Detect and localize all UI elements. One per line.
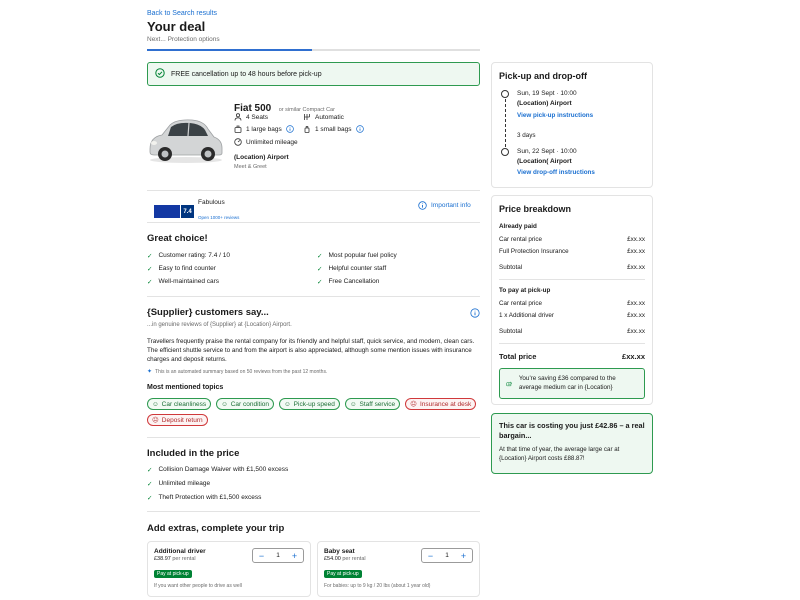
info-icon[interactable] [356, 125, 364, 133]
price-breakdown-card [491, 195, 653, 405]
page-title: Your deal [147, 19, 206, 34]
great-choice-title: Great choice! [147, 233, 208, 244]
price-row: Car rental price £xx.xx [499, 300, 645, 307]
great-choice-item: ✓ Free Cancellation [317, 278, 380, 286]
topic-chip[interactable]: ☺ Staff service [345, 398, 400, 410]
quantity-value: 1 [276, 552, 280, 559]
frown-icon: ☹ [410, 401, 417, 408]
extra-name: Additional driver [154, 548, 206, 555]
gearshift-icon [303, 113, 311, 121]
extra-name: Baby seat [324, 548, 355, 555]
reviews-subtitle: ...in genuine reviews of {Supplier} at {Location} Airport. [147, 322, 292, 328]
bargain-card [491, 413, 653, 474]
open-reviews-link[interactable]: Open 1000+ reviews [198, 215, 240, 220]
important-info-link[interactable] [418, 201, 471, 210]
subtotal-row: Subtotal £xx.xx [499, 328, 645, 335]
check-icon: ✓ [317, 266, 323, 273]
pickup-location: (Location) Airport [517, 100, 572, 107]
check-icon: ✓ [147, 495, 153, 502]
check-icon: ✓ [317, 253, 323, 260]
sparkle-icon: ✦ [147, 369, 153, 375]
ai-note: ✦ This is an automated summary based on 50 reviews from the past 12 months. [147, 368, 328, 375]
feature-label: Unlimited mileage [246, 138, 298, 146]
smile-icon: ☺ [152, 400, 159, 408]
to-pay-label: To pay at pick-up [499, 287, 551, 294]
feature-large-bags [234, 125, 294, 133]
saving-banner [499, 368, 645, 399]
rating-score-badge: 7.4 [181, 205, 194, 218]
subtotal-row: Subtotal £xx.xx [499, 264, 645, 271]
supplier-logo [154, 205, 180, 218]
reviews-summary: Travellers frequently praise the rental company for its friendly and helpful staff, quick service, and modern, clean cars. The efficient shuttle service to and from the airport is also appreciated, although some mention issues with insurance charges and deposit returns. [147, 338, 475, 363]
price-row: Full Protection Insurance £xx.xx [499, 248, 645, 255]
plus-button[interactable]: + [460, 550, 467, 561]
pay-at-pickup-badge: Pay at pick-up [154, 570, 192, 578]
extra-price: £38.97 [154, 556, 171, 562]
great-choice-item: ✓ Easy to find counter [147, 265, 216, 273]
great-choice-item: ✓ Customer rating: 7.4 / 10 [147, 252, 230, 260]
minus-button[interactable]: − [427, 550, 434, 561]
check-icon: ✓ [317, 279, 323, 286]
extra-card-baby-seat [317, 541, 480, 597]
frown-icon: ☹ [152, 417, 159, 424]
free-cancellation-banner [147, 62, 480, 86]
pickup-instructions-link[interactable]: View pick-up instructions [517, 112, 594, 119]
great-choice-item: ✓ Helpful counter staff [317, 265, 387, 273]
dropoff-date: Sun, 22 Sept · 10:00 [517, 148, 577, 155]
feature-label: Automatic [315, 113, 344, 121]
included-item: ✓ Theft Protection with £1,500 excess [147, 494, 262, 502]
topic-chip[interactable]: ☹ Insurance at desk [405, 398, 476, 410]
included-item: ✓ Unlimited mileage [147, 480, 211, 488]
minus-button[interactable]: − [258, 550, 265, 561]
included-list [147, 466, 288, 502]
speedometer-icon [234, 138, 242, 146]
pickup-date: Sun, 19 Sept · 10:00 [517, 90, 577, 97]
info-icon[interactable] [470, 308, 480, 318]
extra-per: per rental [342, 556, 366, 562]
topic-chip[interactable]: ☺ Car cleanliness [147, 398, 211, 410]
topics-list [147, 398, 480, 426]
quantity-value: 1 [445, 552, 449, 559]
back-link[interactable]: Back to Search results [147, 10, 218, 17]
bargain-title: This car is costing you just £42.86 – a real bargain... [499, 421, 645, 440]
topic-chip[interactable]: ☺ Pick-up speed [279, 398, 340, 410]
progress-fill [147, 49, 312, 51]
divider [499, 343, 645, 344]
dropoff-location: (Location( Airport [517, 158, 572, 165]
money-icon [506, 379, 513, 389]
important-info-label: Important info [431, 202, 471, 209]
check-icon: ✓ [147, 467, 153, 474]
feature-small-bags [303, 125, 364, 133]
already-paid-label: Already paid [499, 223, 537, 230]
duration: 3 days [517, 132, 536, 139]
check-circle-icon [155, 65, 165, 83]
price-row: Car rental price £xx.xx [499, 236, 645, 243]
extra-note: If you want other people to drive as well [154, 583, 242, 589]
rating-row [154, 199, 239, 224]
saving-text: You're saving £36 compared to the average medium car in {Location} [518, 375, 616, 391]
feature-mileage [234, 138, 298, 146]
bargain-body: At that time of year, the average large car at {Location} Airport costs £88.87! [499, 446, 620, 462]
feature-label: 4 Seats [246, 113, 269, 121]
suitcase-icon [234, 125, 242, 133]
price-row: 1 x Additional driver £xx.xx [499, 312, 645, 319]
great-choice-item: ✓ Most popular fuel policy [317, 252, 397, 260]
pay-at-pickup-badge: Pay at pick-up [324, 570, 362, 578]
smile-icon: ☺ [284, 400, 291, 408]
check-icon: ✓ [147, 266, 153, 273]
divider [147, 437, 480, 438]
rating-label: Fabulous [198, 199, 225, 206]
extra-card-additional-driver [147, 541, 311, 597]
quantity-stepper [421, 548, 473, 563]
divider [147, 296, 480, 297]
price-title: Price breakdown [499, 204, 572, 214]
total-row: Total price £xx.xx [499, 352, 645, 361]
pickup-dot [501, 90, 509, 98]
extra-note: For babies: up to 9 kg / 20 lbs (about 1 year old) [324, 583, 431, 589]
feature-seats [234, 113, 268, 121]
quantity-stepper [252, 548, 304, 563]
feature-transmission [303, 113, 344, 121]
divider [499, 279, 645, 280]
plus-button[interactable]: + [291, 550, 298, 561]
free-cancellation-text: FREE cancellation up to 48 hours before pick-up [171, 70, 322, 78]
car-name: Fiat 500 [234, 103, 272, 114]
dropoff-dot [501, 148, 509, 156]
extra-per: per rental [172, 556, 196, 562]
pickup-title: Pick-up and drop-off [499, 71, 587, 81]
next-step-label: Next... Protection options [147, 36, 220, 43]
smile-icon: ☺ [221, 400, 228, 408]
timeline-line [505, 94, 506, 152]
car-image [146, 113, 226, 165]
dropoff-instructions-link[interactable]: View drop-off instructions [517, 169, 595, 176]
smile-icon: ☺ [349, 400, 357, 408]
included-item: ✓ Collision Damage Waiver with £1,500 excess [147, 466, 289, 474]
feature-label: 1 small bags [315, 125, 352, 133]
great-choice-item: ✓ Well-maintained cars [147, 278, 220, 286]
bag-icon [303, 125, 311, 133]
divider [147, 190, 480, 191]
reviews-title: {Supplier} customers say... [147, 307, 269, 318]
car-location: (Location) Airport [234, 154, 289, 161]
topics-title: Most mentioned topics [147, 384, 224, 391]
check-icon: ✓ [147, 279, 153, 286]
check-icon: ✓ [147, 481, 153, 488]
feature-label: 1 large bags [246, 125, 282, 133]
included-title: Included in the price [147, 448, 240, 459]
info-icon[interactable] [286, 125, 294, 133]
pickup-dropoff-card [491, 62, 653, 188]
car-similar: or similar Compact Car [278, 107, 335, 113]
person-icon [234, 113, 242, 121]
divider [147, 222, 480, 223]
divider [147, 511, 480, 512]
topic-chip[interactable]: ☺ Car condition [216, 398, 274, 410]
extras-title: Add extras, complete your trip [147, 523, 285, 534]
check-icon: ✓ [147, 253, 153, 260]
car-meet-greet: Meet & Greet [234, 164, 267, 170]
extra-price: £54.00 [324, 556, 341, 562]
great-choice-list [147, 252, 477, 286]
info-icon [418, 201, 427, 210]
topic-chip[interactable]: ☹ Deposit return [147, 414, 208, 426]
